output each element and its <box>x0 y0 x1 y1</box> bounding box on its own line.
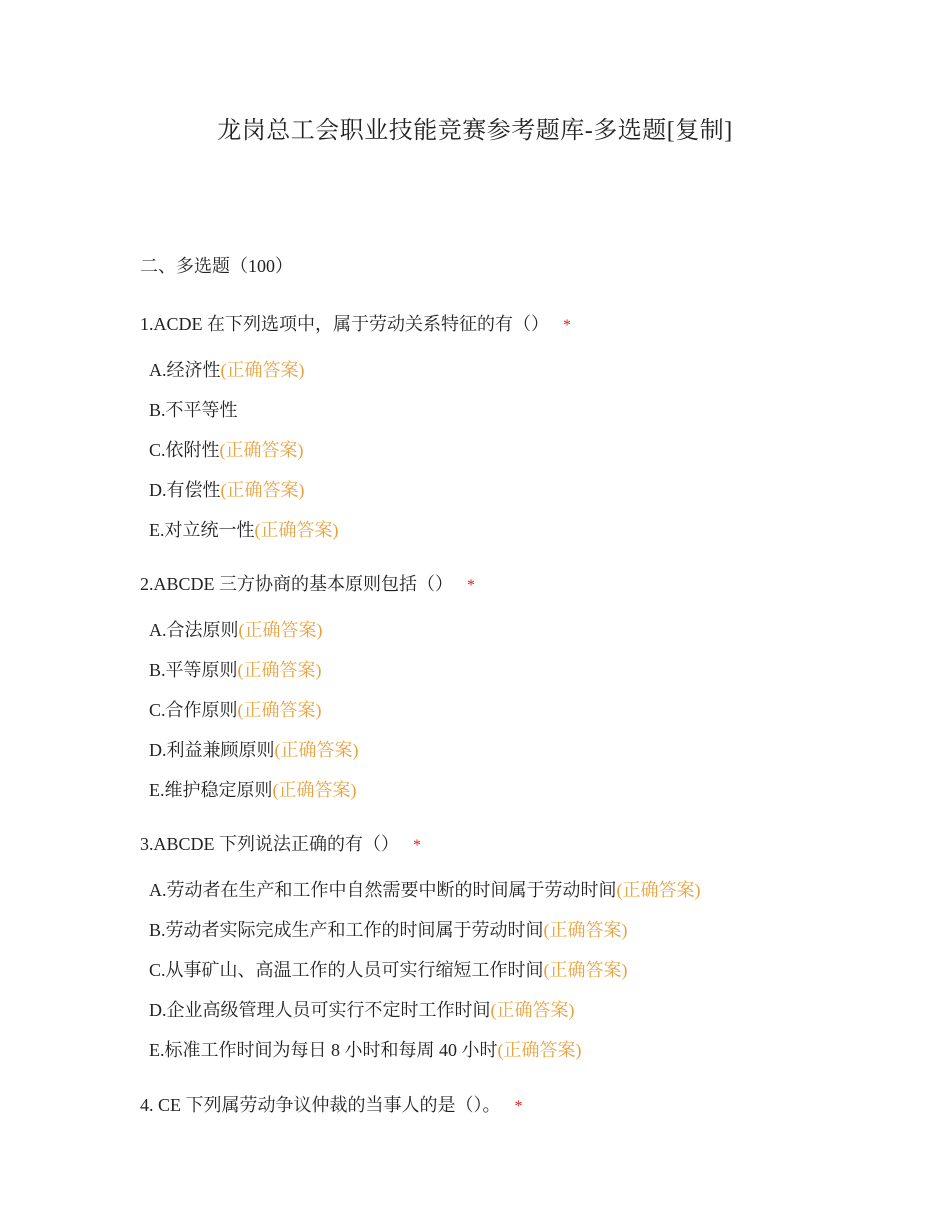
question-label: 3.ABCDE 下列说法正确的有（） <box>140 834 400 854</box>
correct-answer-marker: (正确答案) <box>220 480 305 500</box>
option-d <box>149 998 860 1038</box>
question-text <box>140 572 860 598</box>
option-label: B.劳动者实际完成生产和工作的时间属于劳动时间 <box>149 920 544 940</box>
option-a <box>149 358 860 398</box>
correct-answer-marker: (正确答案) <box>543 960 628 980</box>
required-asterisk: * <box>514 1098 523 1115</box>
option-c <box>149 438 860 478</box>
option-label: E.维护稳定原则 <box>149 780 273 800</box>
question-text <box>140 312 860 338</box>
option-label: E.对立统一性 <box>149 520 255 540</box>
option-label: C.从事矿山、高温工作的人员可实行缩短工作时间 <box>149 960 544 980</box>
option-a <box>149 878 860 918</box>
page-title: 龙岗总工会职业技能竞赛参考题库-多选题[复制] <box>217 118 733 144</box>
option-b <box>149 658 860 698</box>
question-3 <box>140 832 860 1078</box>
correct-answer-marker: (正确答案) <box>274 740 359 760</box>
option-a <box>149 618 860 658</box>
option-label: D.企业高级管理人员可实行不定时工作时间 <box>149 1000 491 1020</box>
correct-answer-marker: (正确答案) <box>543 920 628 940</box>
option-label: B.不平等性 <box>149 400 238 420</box>
question-text <box>140 1093 860 1119</box>
option-e <box>149 518 860 558</box>
correct-answer-marker: (正确答案) <box>237 660 322 680</box>
options-list <box>140 358 860 558</box>
option-label: E.标准工作时间为每日 8 小时和每周 40 小时 <box>149 1040 498 1060</box>
option-b <box>149 918 860 958</box>
correct-answer-marker: (正确答案) <box>616 880 701 900</box>
correct-answer-marker: (正确答案) <box>219 440 304 460</box>
correct-answer-marker: (正确答案) <box>490 1000 575 1020</box>
option-label: C.合作原则 <box>149 700 238 720</box>
option-e <box>149 1038 860 1078</box>
option-c <box>149 958 860 998</box>
question-2 <box>140 572 860 818</box>
correct-answer-marker: (正确答案) <box>238 620 323 640</box>
option-label: A.经济性 <box>149 360 221 380</box>
option-label: D.利益兼顾原则 <box>149 740 275 760</box>
required-asterisk: * <box>413 837 422 854</box>
options-list <box>140 618 860 818</box>
option-d <box>149 478 860 518</box>
required-asterisk: * <box>467 577 476 594</box>
option-label: A.合法原则 <box>149 620 239 640</box>
question-label: 4. CE 下列属劳动争议仲裁的当事人的是（）。 <box>140 1095 501 1115</box>
correct-answer-marker: (正确答案) <box>497 1040 582 1060</box>
option-e <box>149 778 860 818</box>
option-label: B.平等原则 <box>149 660 238 680</box>
correct-answer-marker: (正确答案) <box>254 520 339 540</box>
options-list <box>140 878 860 1078</box>
question-label: 2.ABCDE 三方协商的基本原则包括（） <box>140 574 454 594</box>
question-text <box>140 832 860 858</box>
option-label: A.劳动者在生产和工作中自然需要中断的时间属于劳动时间 <box>149 880 617 900</box>
option-label: D.有偿性 <box>149 480 221 500</box>
question-4 <box>140 1093 860 1119</box>
correct-answer-marker: (正确答案) <box>237 700 322 720</box>
question-label: 1.ACDE 在下列选项中，属于劳动关系特征的有（） <box>140 314 549 334</box>
question-1 <box>140 312 860 558</box>
correct-answer-marker: (正确答案) <box>220 360 305 380</box>
option-d <box>149 738 860 778</box>
option-c <box>149 698 860 738</box>
option-b <box>149 398 860 438</box>
required-asterisk: * <box>563 317 571 334</box>
option-label: C.依附性 <box>149 440 220 460</box>
section-heading: 二、多选题（100） <box>140 256 293 276</box>
correct-answer-marker: (正确答案) <box>272 780 357 800</box>
